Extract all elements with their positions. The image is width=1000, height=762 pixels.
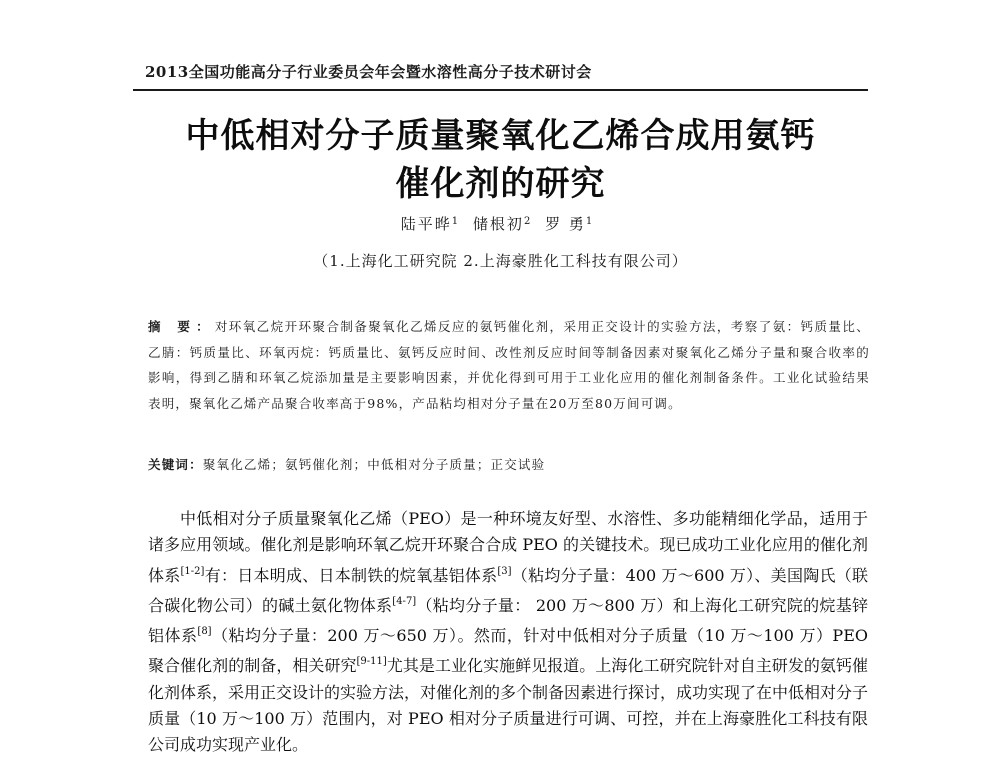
citation-ref: [4-7] <box>392 595 417 607</box>
author-name: 储根初 <box>472 215 524 233</box>
citation-ref: [9-11] <box>356 656 387 668</box>
author-name: 罗 勇 <box>545 215 586 233</box>
header-rule <box>133 89 868 91</box>
body-text-segment: （粘均分子量： 200 万～800 万）和上海化工研究院的烷基锌铝体系 <box>148 595 868 646</box>
abstract-text: 对环氧乙烷开环聚合制备聚氧化乙烯反应的氨钙催化剂，采用正交设计的实验方法，考察了氨：钙质量比、乙腈：钙质量比、环氧丙烷：钙质量比、氨钙反应时间、改性剂反应时间等制备因素对聚氧化乙烯分子量和聚合收率的影响，得到乙腈和环氧乙烷添加量是主要影响因素，并优化得到可用于工业化应用的催化剂制备条件。工业化试验结果表明，聚氧化乙烯产品聚合收率高于98%，产品粘均相对分子量在20万至80万间可调。 <box>148 319 871 411</box>
paper-title <box>133 112 868 208</box>
citation-ref: [3] <box>497 565 512 577</box>
body-text-segment: 尤其是工业化实施鲜见报道。上海化工研究院针对自主研发的氨钙催化剂体系，采用正交设计的实验方法，对催化剂的多个制备因素进行探讨，成功实现了在中低相对分子质量（10 万～100 万）范围内，对 PEO 相对分子质量进行可调、可控，并在上海豪胜化工科技有限公司成功实现产业化。 <box>148 656 869 755</box>
affiliations: （1.上海化工研究院 2.上海豪胜化工科技有限公司） <box>313 252 688 270</box>
title-line-2: 催化剂的研究 <box>395 164 606 204</box>
body-paragraph <box>148 506 868 759</box>
keywords <box>148 455 870 473</box>
author-affiliation-mark: 2 <box>523 216 531 227</box>
body-text-segment: （粘均分子量：200 万～650 万）。然而，针对中低相对分子质量（10 万～100 万）PEO 聚合催化剂的制备，相关研究 <box>148 626 868 676</box>
body-text-segment: 中低相对分子质量聚氧化乙烯（PEO）是一种环境友好型、水溶性、多功能精细化学品，适用于诸多应用领域。催化剂是影响环氧乙烷开环聚合合成 PEO 的关键技术。现已成功工业化应用的催化剂体系 <box>148 509 868 585</box>
author-list <box>133 213 868 234</box>
author-name: 陆平晔 <box>400 215 452 233</box>
title-line-1: 中低相对分子质量聚氧化乙烯合成用氨钙 <box>185 116 816 156</box>
citation-ref: [8] <box>197 626 212 638</box>
abstract <box>148 314 870 416</box>
citation-ref: [1-2] <box>180 565 205 577</box>
running-header: 2013全国功能高分子行业委员会年会暨水溶性高分子技术研讨会 <box>145 63 592 81</box>
author-affiliation-mark: 1 <box>585 216 593 227</box>
body-text-segment: （粘均分子量：400 万～600 万）、美国陶氏（联合碳化物公司）的碱土氨化物体系 <box>148 565 868 615</box>
keywords-label: 关键词： <box>148 457 203 472</box>
body-text-segment: 有：日本明成、日本制铁的烷氧基铝体系 <box>204 565 498 585</box>
keywords-text: 聚氧化乙烯；氨钙催化剂；中低相对分子质量；正交试验 <box>202 457 546 472</box>
author-affiliation-mark: 1 <box>451 216 459 227</box>
abstract-label: 摘 要： <box>148 319 215 334</box>
